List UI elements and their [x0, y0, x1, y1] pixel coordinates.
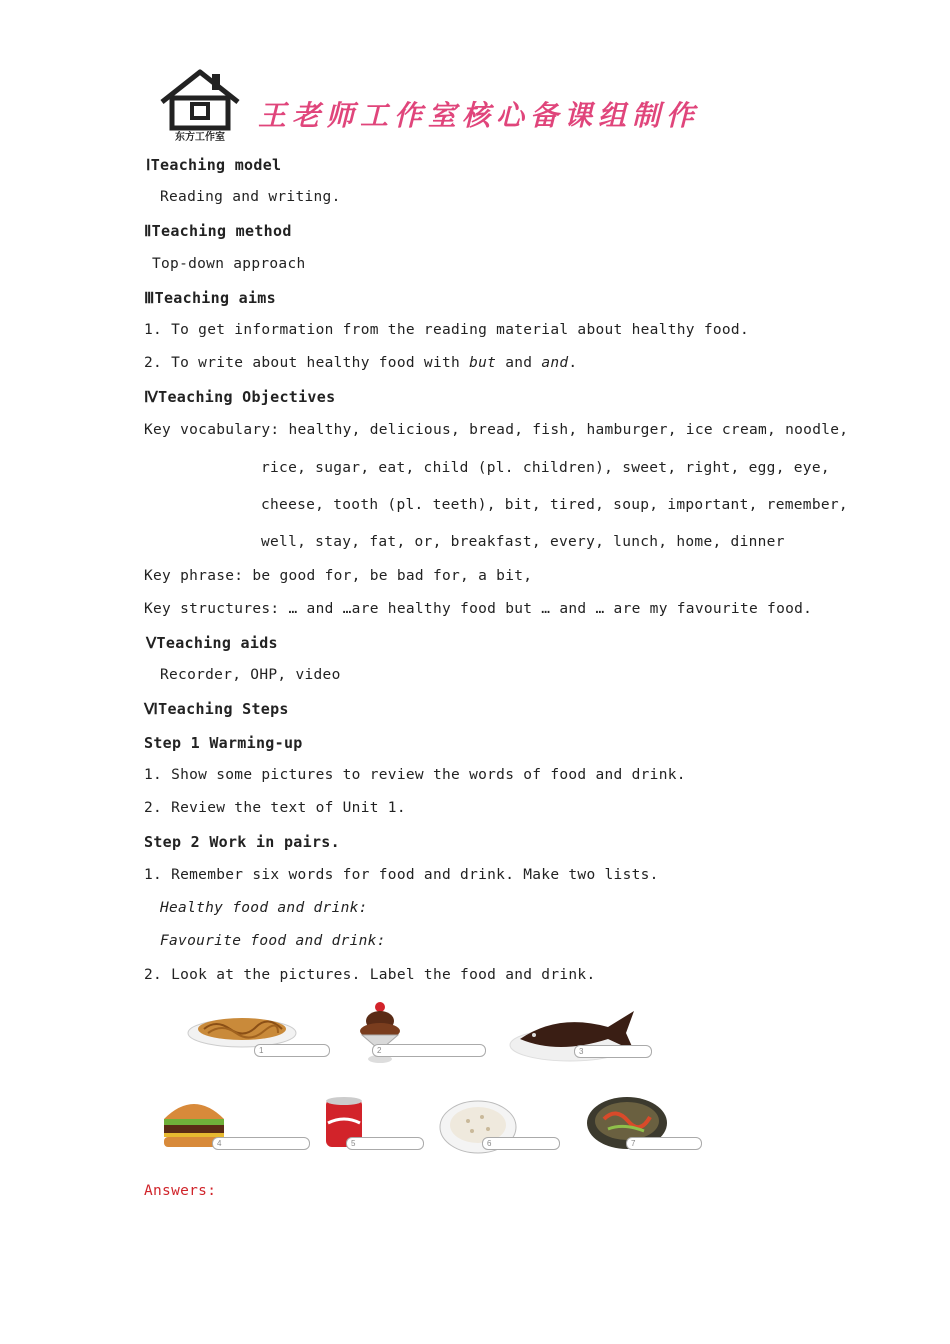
vocab-line-3: cheese, tooth (pl. teeth), bit, tired, soup, important, remember, — [261, 497, 848, 513]
section-1-title: ⅠTeaching model — [146, 156, 282, 174]
step-2-title: Step 2 Work in pairs. — [144, 833, 340, 851]
banner-title: 王老师工作室核心备课组制作 — [258, 99, 701, 132]
healthy-list-label: Healthy food and drink: — [160, 900, 368, 916]
step-2-item-2: 2. Look at the pictures. Label the food and drink. — [144, 967, 596, 983]
vocab-line-4: well, stay, fat, or, breakfast, every, lunch, home, dinner — [261, 534, 785, 550]
step-1-item-1: 1. Show some pictures to review the words of food and drink. — [144, 767, 686, 783]
food-label-7[interactable]: 7 — [626, 1137, 702, 1150]
section-1-text: Reading and writing. — [160, 189, 341, 205]
favourite-list-label: Favourite food and drink: — [160, 933, 386, 949]
section-2-title: ⅡTeaching method — [144, 222, 292, 240]
food-label-4[interactable]: 4 — [212, 1137, 310, 1150]
vocab-line-2: rice, sugar, eat, child (pl. children), sweet, right, egg, eye, — [261, 460, 830, 476]
house-logo-icon — [158, 68, 242, 144]
food-label-6[interactable]: 6 — [482, 1137, 560, 1150]
page-header — [158, 68, 808, 144]
step-1-title: Step 1 Warming-up — [144, 734, 303, 752]
vocab-line-1: Key vocabulary: healthy, delicious, bread, fish, hamburger, ice cream, noodle, — [144, 422, 849, 438]
step-1-item-2: 2. Review the text of Unit 1. — [144, 800, 406, 816]
food-label-5[interactable]: 5 — [346, 1137, 424, 1150]
section-6-title: ⅥTeaching Steps — [144, 700, 289, 718]
aim-1: 1. To get information from the reading material about healthy food. — [144, 322, 749, 338]
food-label-3[interactable]: 3 — [574, 1045, 652, 1058]
section-5-title: ⅤTeaching aids — [146, 634, 278, 652]
section-5-text: Recorder, OHP, video — [160, 667, 341, 683]
aim-2: 2. To write about healthy food with but and and. — [144, 355, 578, 371]
logo-caption: 东方工作室 — [175, 132, 225, 143]
key-phrase: Key phrase: be good for, be bad for, a bit, — [144, 568, 533, 584]
section-2-text: Top-down approach — [152, 256, 306, 272]
section-3-title: ⅢTeaching aims — [144, 289, 276, 307]
section-4-title: ⅣTeaching Objectives — [144, 388, 336, 406]
key-structures: Key structures: … and …are healthy food but … and … are my favourite food. — [144, 601, 813, 617]
answers-label: Answers: — [144, 1183, 217, 1199]
food-label-2[interactable]: 2 — [372, 1044, 486, 1057]
step-2-item-1: 1. Remember six words for food and drink. Make two lists. — [144, 867, 659, 883]
food-label-1[interactable]: 1 — [254, 1044, 330, 1057]
food-pictures — [150, 995, 710, 1165]
noodles-icon — [186, 1009, 298, 1049]
